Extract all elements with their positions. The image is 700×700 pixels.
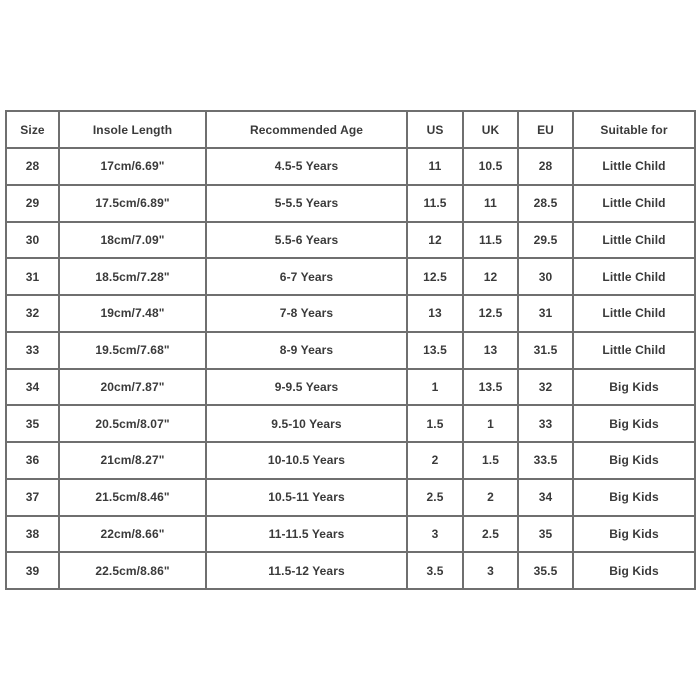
table-cell: 22.5cm/8.86" — [59, 552, 206, 589]
table-row — [6, 442, 695, 479]
table-cell: Big Kids — [573, 442, 695, 479]
table-cell: 32 — [518, 369, 573, 406]
table-row — [6, 516, 695, 553]
table-cell: 11-11.5 Years — [206, 516, 407, 553]
table-cell: 33.5 — [518, 442, 573, 479]
table-cell: 21.5cm/8.46" — [59, 479, 206, 516]
table-cell: 36 — [6, 442, 59, 479]
table-cell: 9-9.5 Years — [206, 369, 407, 406]
table-cell: 6-7 Years — [206, 258, 407, 295]
table-cell: 12.5 — [463, 295, 518, 332]
table-cell: 17cm/6.69" — [59, 148, 206, 185]
table-cell: 2 — [407, 442, 463, 479]
table-row — [6, 185, 695, 222]
table-cell: 31.5 — [518, 332, 573, 369]
table-cell: 35 — [518, 516, 573, 553]
table-cell: 22cm/8.66" — [59, 516, 206, 553]
table-cell: 37 — [6, 479, 59, 516]
table-cell: 32 — [6, 295, 59, 332]
table-cell: Little Child — [573, 148, 695, 185]
table-cell: 9.5-10 Years — [206, 405, 407, 442]
table-cell: 31 — [518, 295, 573, 332]
table-cell: Little Child — [573, 332, 695, 369]
table-cell: 3.5 — [407, 552, 463, 589]
table-cell: 18cm/7.09" — [59, 222, 206, 259]
column-header: UK — [463, 111, 518, 148]
table-cell: Little Child — [573, 185, 695, 222]
table-row — [6, 369, 695, 406]
table-cell: 4.5-5 Years — [206, 148, 407, 185]
table-cell: 13.5 — [463, 369, 518, 406]
header-row — [6, 111, 695, 148]
table-cell: 28.5 — [518, 185, 573, 222]
column-header: Insole Length — [59, 111, 206, 148]
table-cell: 8-9 Years — [206, 332, 407, 369]
table-cell: Little Child — [573, 295, 695, 332]
table-cell: 19cm/7.48" — [59, 295, 206, 332]
table-cell: 13.5 — [407, 332, 463, 369]
table-row — [6, 295, 695, 332]
column-header: US — [407, 111, 463, 148]
table-cell: 1 — [407, 369, 463, 406]
table-cell: 7-8 Years — [206, 295, 407, 332]
table-cell: 11.5 — [463, 222, 518, 259]
table-row — [6, 552, 695, 589]
table-cell: 2.5 — [463, 516, 518, 553]
table-cell: 13 — [463, 332, 518, 369]
table-cell: 11.5-12 Years — [206, 552, 407, 589]
table-cell: 35 — [6, 405, 59, 442]
column-header: Size — [6, 111, 59, 148]
table-cell: 17.5cm/6.89" — [59, 185, 206, 222]
table-row — [6, 332, 695, 369]
table-cell: 1 — [463, 405, 518, 442]
table-row — [6, 222, 695, 259]
table-cell: 3 — [463, 552, 518, 589]
table-cell: Big Kids — [573, 552, 695, 589]
table-row — [6, 479, 695, 516]
table-cell: 34 — [518, 479, 573, 516]
column-header: Suitable for — [573, 111, 695, 148]
table-cell: 2.5 — [407, 479, 463, 516]
table-cell: 10-10.5 Years — [206, 442, 407, 479]
table-cell: 20cm/7.87" — [59, 369, 206, 406]
column-header: EU — [518, 111, 573, 148]
table-cell: 11.5 — [407, 185, 463, 222]
table-cell: Big Kids — [573, 479, 695, 516]
table-cell: Little Child — [573, 222, 695, 259]
table-body — [6, 148, 695, 589]
table-cell: 10.5 — [463, 148, 518, 185]
table-cell: 30 — [6, 222, 59, 259]
table-cell: 11 — [463, 185, 518, 222]
table-cell: 3 — [407, 516, 463, 553]
table-cell: 39 — [6, 552, 59, 589]
column-header: Recommended Age — [206, 111, 407, 148]
table-cell: 20.5cm/8.07" — [59, 405, 206, 442]
table-row — [6, 258, 695, 295]
table-cell: 10.5-11 Years — [206, 479, 407, 516]
table-cell: 21cm/8.27" — [59, 442, 206, 479]
table-cell: 5.5-6 Years — [206, 222, 407, 259]
table-cell: 34 — [6, 369, 59, 406]
table-cell: 35.5 — [518, 552, 573, 589]
table-cell: 12 — [407, 222, 463, 259]
table-cell: Big Kids — [573, 516, 695, 553]
table-row — [6, 148, 695, 185]
table-row — [6, 405, 695, 442]
table-cell: 33 — [518, 405, 573, 442]
table-cell: 19.5cm/7.68" — [59, 332, 206, 369]
table-cell: Big Kids — [573, 369, 695, 406]
size-chart-table — [5, 110, 696, 590]
table-cell: 13 — [407, 295, 463, 332]
table-cell: 1.5 — [407, 405, 463, 442]
table-cell: 33 — [6, 332, 59, 369]
table-cell: 28 — [518, 148, 573, 185]
table-cell: Big Kids — [573, 405, 695, 442]
table-cell: 12 — [463, 258, 518, 295]
table-cell: 38 — [6, 516, 59, 553]
table-cell: 31 — [6, 258, 59, 295]
table-cell: 2 — [463, 479, 518, 516]
table-cell: 5-5.5 Years — [206, 185, 407, 222]
table-cell: 12.5 — [407, 258, 463, 295]
table-cell: 29 — [6, 185, 59, 222]
table-cell: 29.5 — [518, 222, 573, 259]
table-cell: 11 — [407, 148, 463, 185]
table-cell: 18.5cm/7.28" — [59, 258, 206, 295]
table-cell: Little Child — [573, 258, 695, 295]
table-cell: 30 — [518, 258, 573, 295]
table-cell: 1.5 — [463, 442, 518, 479]
table-cell: 28 — [6, 148, 59, 185]
